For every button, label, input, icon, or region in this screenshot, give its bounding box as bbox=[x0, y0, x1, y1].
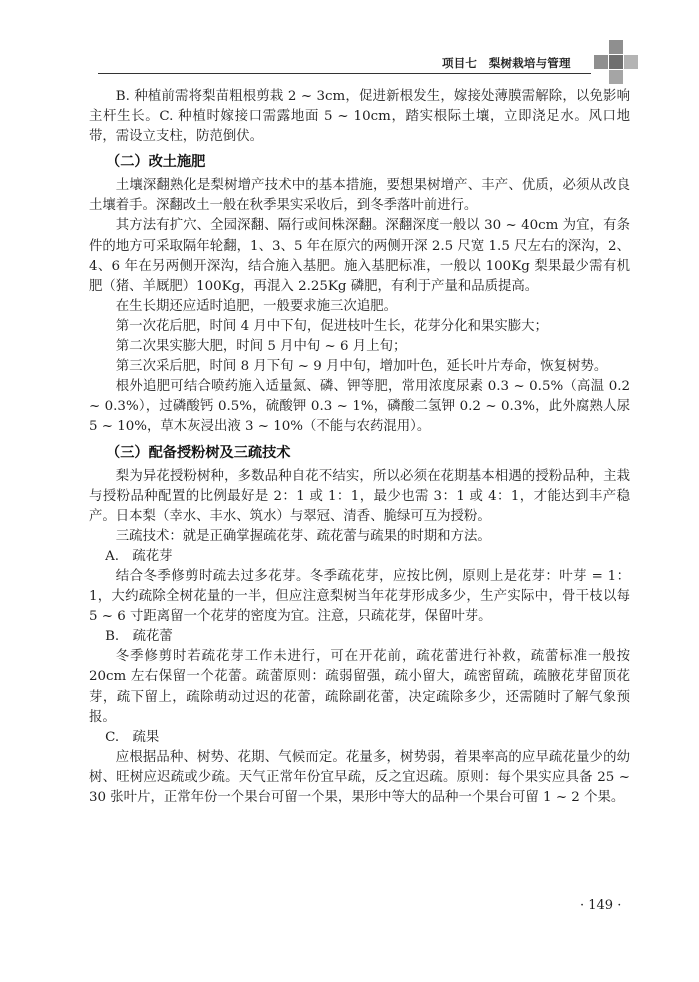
paragraph-planting-tip-cont: B. 种植前需将梨苗粗根剪栽 2 ~ 3cm，促进新根发生，嫁接处薄膜需解除，以免影响主杆生长。C. 种植时嫁接口需露地面 5 ~ 10cm，踏实根际土壤，立即浇足水。风口地带，需设立支柱，防范倒伏。 bbox=[89, 89, 630, 145]
paragraph-deep-ploughing: 土壤深翻熟化是梨树增产技术中的基本措施，要想果树增产、丰产、优质，必须从改良土壤着手。深翻改土一般在秋季果实采收后，到冬季落叶前进行。 bbox=[89, 178, 630, 214]
paragraph-second-fertilizer: 第二次果实膨大肥，时间 5 月中旬 ~ 6 月上旬； bbox=[115, 339, 407, 355]
paragraph-three-thinning: 三疏技术：就是正确掌握疏花芽、疏花蕾与疏果的时期和方法。 bbox=[115, 528, 491, 544]
mark-square bbox=[609, 70, 623, 84]
mark-square bbox=[609, 55, 623, 69]
paragraph-topdressing: 在生长期还应适时追肥，一般要求施三次追肥。 bbox=[115, 298, 397, 314]
paragraph-third-fertilizer: 第三次采后肥，时间 8 月下旬 ~ 9 月中旬，增加叶色，延长叶片寿命，恢复树势。 bbox=[115, 359, 608, 375]
subheading-thin-flowers: B. 疏花蕾 bbox=[105, 629, 173, 645]
paragraph-foliar-spray: 根外追肥可结合喷药施入适量氮、磷、钾等肥，常用浓度尿素 0.3 ~ 0.5%（高温 0.2 ~ 0.3%），过磷酸钙 0.5%，硫酸钾 0.3 ~ 1%，磷酸二氢钾 0.2 ~ 0.3%，此外腐熟人尿 5 ~ 10%，草木灰浸出液 3 ~ 10%（不能与农药混用）。 bbox=[89, 379, 630, 435]
paragraph-pollinizer: 梨为异花授粉树种，多数品种自花不结实，所以必须在花期基本相遇的授粉品种，主栽与授粉品种配置的比例最好是 2：1 或 1：1，最少也需 3：1 或 4：1，才能达到丰产稳产。日本梨（幸水、丰水、筑水）与翠冠、清香、脆绿可互为授粉。 bbox=[89, 468, 630, 524]
paragraph-thin-flowers: 冬季修剪时若疏花芽工作未进行，可在开花前，疏花蕾进行补救，疏蕾标准一般按 20cm 左右保留一个花蕾。疏蕾原则：疏弱留强，疏小留大，疏密留疏，疏腋花芽留顶花芽，疏下留上，疏除萌动过迟的花蕾，疏除副花蕾，决定疏除多少，还需随时了解气象预报。 bbox=[89, 649, 630, 725]
mark-square bbox=[609, 40, 623, 54]
subheading-thin-fruit: C. 疏果 bbox=[105, 729, 160, 745]
corner-squares-mark bbox=[594, 40, 638, 84]
mark-square bbox=[624, 55, 638, 69]
paragraph-thin-buds: 结合冬季修剪时疏去过多花芽。冬季疏花芽，应按比例，原则上是花芽：叶芽 = 1：1，大约疏除全树花量的一半，但应注意梨树当年花芽形成多少，生产实际中，骨干枝以每 5 ~ 6 寸距离留一个花芽的密度为宜。注意，只疏花芽，保留叶芽。 bbox=[89, 568, 630, 625]
subheading-thin-buds: A. 疏花芽 bbox=[105, 548, 173, 564]
heading-pollination-thinning: （三）配备授粉树及三疏技术 bbox=[106, 444, 291, 461]
heading-soil-improvement: （二）改土施肥 bbox=[106, 154, 206, 171]
paragraph-thin-fruit: 应根据品种、树势、花期、气候而定。花量多，树势弱，着果率高的应早疏花量少的幼树、旺树应迟疏或少疏。天气正常年份宜早疏，反之宜迟疏。原则：每个果实应具备 25 ~ 30 张叶片，正常年份一个果台可留一个果，果形中等大的品种一个果台可留 1 ~ 2 个果。 bbox=[89, 749, 630, 805]
mark-square bbox=[594, 55, 608, 69]
paragraph-ploughing-methods: 其方法有扩穴、全园深翻、隔行或间株深翻。深翻深度一般以 30 ~ 40cm 为宜，有条件的地方可采取隔年轮翻，1、3、5 年在原穴的两侧开深 2.5 尺宽 1.5 尺左右的深沟，2、4、6 年在另两侧开深沟，结合施入基肥。施入基肥标准，一般以 100Kg 梨果最少需有机肥（猪、羊厩肥）100Kg，再混入 2.25Kg 磷肥，有利于产量和品质提高。 bbox=[89, 218, 630, 294]
page-number: · 149 · bbox=[580, 898, 622, 913]
header-rule bbox=[98, 73, 591, 74]
page-body bbox=[89, 87, 630, 808]
paragraph-first-fertilizer: 第一次花后肥，时间 4 月中下旬，促进枝叶生长，花芽分化和果实膨大； bbox=[115, 318, 548, 334]
running-header-title: 项目七 梨树栽培与管理 bbox=[442, 56, 571, 70]
